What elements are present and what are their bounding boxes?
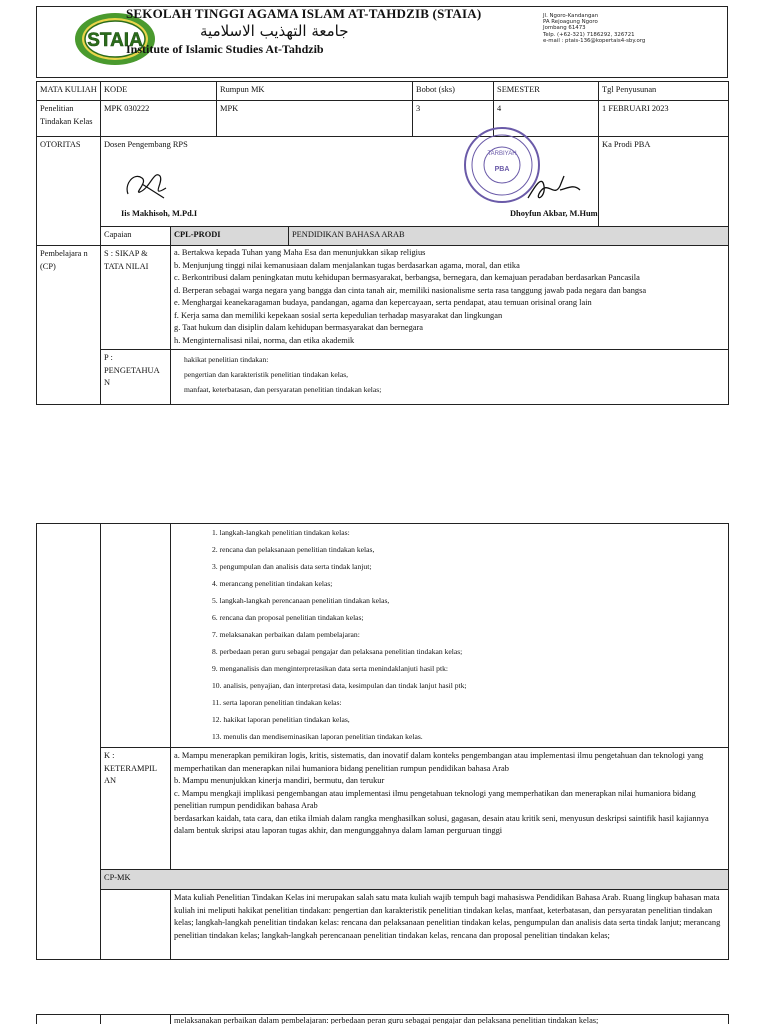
keterampilan-list (171, 748, 729, 870)
empty-cell (101, 890, 171, 960)
head-signature (524, 168, 584, 206)
pengetahuan-item: 3. pengumpulan dan analisis data serta tindak lanjut; (212, 562, 372, 571)
rps-table-continued (36, 523, 729, 960)
school-name: SEKOLAH TINGGI AGAMA ISLAM AT-TAHDZIB (STAIA) (126, 6, 482, 21)
keterampilan-item: berdasarkan kaidah, tata cara, dan etika ilmiah dalam rangka menghasilkan solusi, gagasan, desain atau kritik seni, menyusun deskripsi saintifik hasil kajiannya dalam bentuk skripsi atau laporan tugas akhir, dan mengunggahnya dalam laman perguruan tinggi (174, 813, 709, 835)
developer-name: Iis Makhisoh, M.Pd.I (121, 209, 198, 218)
sikap-item: g. Taat hukum dan disiplin dalam kehidupan bermasyarakat dan bernegara (174, 323, 424, 332)
sikap-item: h. Menginternalisasi nilai, norma, dan etika akademik (174, 335, 355, 345)
value-semester: 4 (494, 101, 599, 137)
pengetahuan-item: 5. langkah-langkah perencanaan penelitian tindakan kelas, (212, 596, 390, 605)
rps-table (36, 81, 729, 405)
svg-text:PBA: PBA (494, 166, 510, 173)
value-bobot: 3 (413, 101, 494, 137)
empty-cell (37, 1015, 101, 1024)
page-1 (0, 0, 768, 446)
head-name: Dhoyfun Akbar, M.Hum (510, 209, 598, 218)
pengetahuan-item: 4. merancang penelitian tindakan kelas; (212, 579, 333, 588)
pembelajaran-label: Pembelajara n (CP) (37, 246, 101, 405)
head-label: Ka Prodi PBA (599, 137, 729, 227)
pengetahuan-intro-item: manfaat, keterbatasan, dan persyaratan penelitian tindakan kelas; (184, 385, 382, 394)
description-continuation: melaksanakan perbaikan dalam pembelajaran: perbedaan peran guru sebagai pengajar dan pelaksana penelitian tindakan kelas; (171, 1015, 729, 1024)
pengetahuan-item: 12. hakikat laporan penelitian tindakan kelas, (212, 715, 350, 724)
pengetahuan-intro-item: pengertian dan karakteristik penelitian tindakan kelas, (184, 370, 349, 379)
sikap-list (171, 246, 729, 350)
svg-text:TARBIYAH: TARBIYAH (487, 151, 517, 157)
header-mata-kuliah: MATA KULIAH (37, 82, 101, 101)
address-line: Jombang 61473 (543, 25, 586, 32)
program-name: PENDIDIKAN BAHASA ARAB (289, 227, 729, 246)
course-description: Mata kuliah Penelitian Tindakan Kelas ini merupakan salah satu mata kuliah wajib tempuh bagi mahasiswa Pendidikan Bahasa Arab. Ruang lingkup bahasan mata kuliah ini meliputi hakikat penelitian tindakan: pengertian dan karakteristik penelitian tindakan kelas, manfaat, keterbatasan, dan persyaratan penelitian tindakan kelas; langkah-langkah penelitian tindakan kelas: rencana dan pelaksanaan penelitian tindakan kelas, pengumpulan dan analisis data serta tindak lanjut; merancang penelitian tindakan kelas; langkah-langkah perencanaan penelitian tindakan kelas, rencana dan proposal penelitian tindakan kelas; (171, 890, 729, 960)
header-semester: SEMESTER (494, 82, 599, 101)
sikap-item: b. Menjunjung tinggi nilai kemanusiaan dalam menjalankan tugas berdasarkan agama, moral, dan etika (174, 260, 520, 270)
value-mata-kuliah: Penelitian Tindakan Kelas (37, 101, 101, 137)
pengetahuan-item: 1. langkah-langkah penelitian tindakan kelas: (212, 528, 350, 537)
rps-table-continued-2 (36, 1014, 729, 1024)
pengetahuan-item: 6. rencana dan proposal penelitian tindakan kelas; (212, 613, 364, 622)
address-line: Jl. Ngoro-Kandangan (543, 13, 599, 19)
empty-cell (101, 524, 171, 748)
value-tgl: 1 FEBRUARI 2023 (599, 101, 729, 137)
otoritas-label: OTORITAS (37, 137, 101, 246)
header-rumpun: Rumpun MK (217, 82, 413, 101)
address-line: e-mail : ptais-136@kopertais4-sby.org (543, 37, 646, 44)
sikap-item: c. Berkontribusi dalam peningkatan mutu kehidupan bermasyarakat, berbangsa, bernegara, dan kemajuan peradaban berdasarkan Pancasila (174, 273, 640, 282)
pengetahuan-intro-item: hakikat penelitian tindakan: (184, 355, 269, 364)
address-block (543, 13, 645, 44)
pengetahuan-item: 13. menulis dan mendiseminasikan laporan penelitian tindakan kelas. (212, 732, 423, 741)
page-2 (0, 523, 768, 963)
address-line: Telp. (+62-321) 7186292, 326721 (543, 31, 635, 38)
developer-signature (120, 164, 180, 206)
sikap-item: f. Kerja sama dan memiliki kepekaan sosial serta kepedulian terhadap masyarakat dan lingkungan (174, 310, 503, 320)
sikap-label: S : SIKAP & TATA NILAI (101, 246, 171, 350)
pengetahuan-item: 2. rencana dan pelaksanaan penelitian tindakan kelas, (212, 545, 375, 554)
address-line: PA Rejoagung Ngoro (543, 19, 598, 26)
sikap-item: a. Bertakwa kepada Tuhan yang Maha Esa dan menunjukkan sikap religius (174, 248, 426, 257)
empty-cell (101, 1015, 171, 1024)
pengetahuan-list (171, 524, 729, 748)
pengetahuan-label: P : PENGETAHUA N (101, 350, 171, 405)
page-3 (0, 1014, 768, 1024)
keterampilan-label: K : KETERAMPIL AN (101, 748, 171, 870)
header-tgl: Tgl Penyusunan (599, 82, 729, 101)
pengetahuan-item: 10. analisis, penyajian, dan interpretasi data, kesimpulan dan tindak lanjut hasil ptk; (212, 681, 467, 690)
pengetahuan-item: 11. serta laporan penelitian tindakan kelas: (212, 698, 342, 707)
pengetahuan-item: 7. melaksanakan perbaikan dalam pembelajaran: (212, 630, 360, 639)
institute-name: Institute of Islamic Studies At-Tahdzib (126, 42, 324, 56)
value-kode: MPK 030222 (101, 101, 217, 137)
keterampilan-item: b. Mampu menunjukkan kinerja mandiri, bermutu, dan terukur (174, 776, 385, 785)
cpmk-label: CP-MK (101, 870, 729, 890)
pengetahuan-intro (171, 350, 729, 405)
header-kode: KODE (101, 82, 217, 101)
keterampilan-item: c. Mampu mengkaji implikasi pengembangan atau implementasi ilmu pengetahuan teknologi yang memperhatikan dan menerapkan nilai humaniora bidang penelitian rumpun pendidikan bahasa Arab (174, 788, 696, 810)
keterampilan-item: a. Mampu menerapkan pemikiran logis, kritis, sistematis, dan inovatif dalam konteks pengembangan atau implementasi ilmu pengetahuan dan teknologi yang memperhatikan dan menerapkan nilai humaniora bidang penelitian rumpun pendidikan bahasa Arab (174, 751, 704, 773)
empty-cell (37, 524, 101, 960)
cpl-prodi: CPL-PRODI (171, 227, 289, 246)
developer-label: Dosen Pengembang RPS (101, 137, 599, 227)
pengetahuan-item: 8. perbedaan peran guru sebagai pengajar dan pelaksana penelitian tindakan kelas; (212, 647, 463, 656)
sikap-item: e. Menghargai keanekaragaman budaya, pandangan, agama dan kepercayaan, serta pendapat, atau temuan orisinal orang lain (174, 298, 592, 307)
capaian-label: Capaian (101, 227, 171, 246)
header-bobot: Bobot (sks) (413, 82, 494, 101)
value-rumpun: MPK (217, 101, 413, 137)
pengetahuan-item: 9. menganalisis dan menginterpretasikan data serta menindaklanjuti hasil ptk: (212, 664, 448, 673)
arabic-name: جامعة التهذيب الاسلامية (200, 22, 349, 40)
sikap-item: d. Berperan sebagai warga negara yang bangga dan cinta tanah air, memiliki nasionalisme serta rasa tanggung jawab pada negara dan bangsa (174, 285, 647, 295)
svg-text:STAIA: STAIA (87, 30, 143, 51)
